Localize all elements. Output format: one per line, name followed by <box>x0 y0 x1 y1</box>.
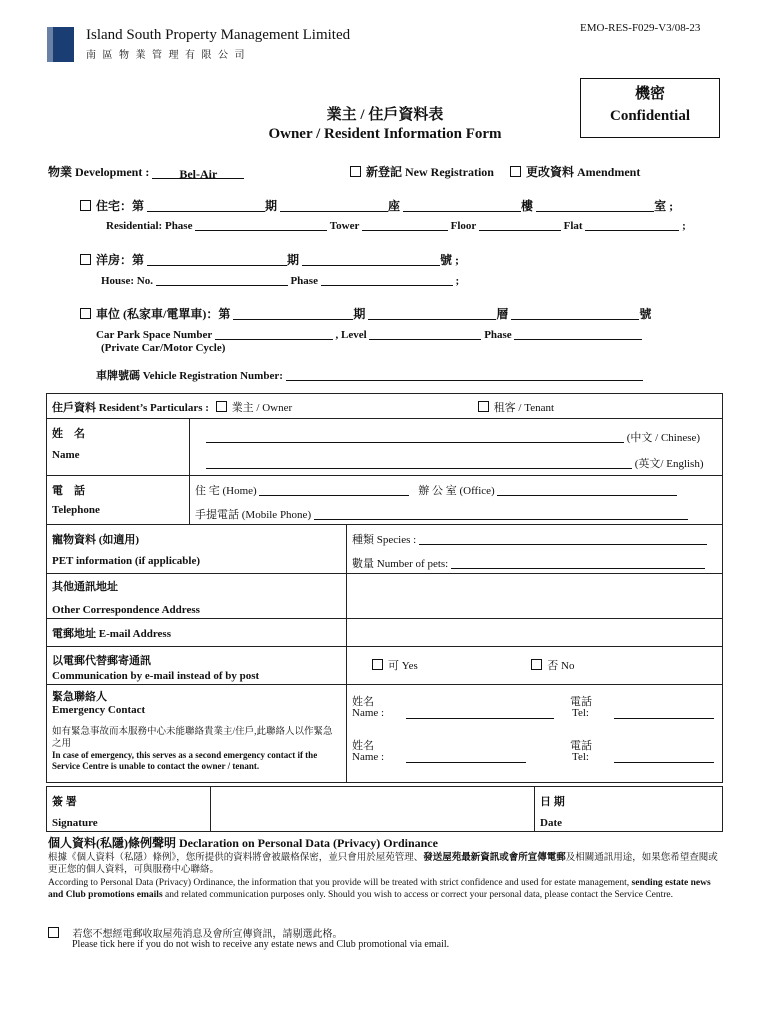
residential-zh-phase: 期 <box>265 199 278 213</box>
correspondence-label-cell <box>47 574 347 619</box>
pet-input-cell <box>347 525 723 574</box>
optout-zh: 若您不想經電郵收取屋苑消息及會所宣傳資訊，請剔選此格。 <box>72 929 343 940</box>
comm-yes-checkbox[interactable] <box>372 659 383 670</box>
residential-zh-flat: 室 ; <box>654 199 674 213</box>
correspondence-en-label: Other Correspondence Address <box>52 604 200 616</box>
residential-en-tower: Tower <box>329 220 360 232</box>
particulars-header-cell <box>47 394 723 419</box>
house-en-phase-line <box>321 274 453 286</box>
pet-number-field[interactable] <box>451 557 705 569</box>
ec2-name-field[interactable] <box>406 751 526 763</box>
date-zh-label: 日 期 <box>540 796 565 808</box>
species-field[interactable] <box>419 533 707 545</box>
privacy-zh-1: 根據《個人資料（私隱）條例》，您所提供的資料將會被嚴格保密，並只會用於屋苑管理、 <box>48 853 424 863</box>
optout-row <box>48 925 343 940</box>
company-name-zh: 南 區 物 業 管 理 有 限 公 司 <box>86 50 247 61</box>
residential-phase-field[interactable] <box>147 200 265 212</box>
confidential-zh: 機密 <box>634 86 665 102</box>
pet-label-cell <box>47 525 347 574</box>
resident-particulars-table <box>46 393 723 783</box>
residential-en-flat-line <box>585 219 679 231</box>
residential-floor-field[interactable] <box>403 200 521 212</box>
telephone-input-cell <box>190 476 723 525</box>
emergency-zh-label: 緊急聯絡人 <box>52 691 107 703</box>
tel-zh-label: 電 話 <box>52 485 85 497</box>
ec1-name-field[interactable] <box>406 707 554 719</box>
carpark-type: (Private Car/Motor Cycle) <box>101 342 226 354</box>
comm-label-cell <box>47 647 347 685</box>
carpark-en-level: , Level <box>335 329 367 341</box>
mobile-phone-field[interactable] <box>314 508 688 520</box>
house-en-phase: Phase <box>290 275 318 287</box>
particulars-label: 住戶資料 Resident’s Particulars : <box>52 402 209 414</box>
name-chinese-label: (中文 / Chinese) <box>626 432 701 444</box>
carpark-en-level-line <box>369 328 481 340</box>
ec2-tel-zh: 電話 <box>570 740 592 752</box>
company-name-en: Island South Property Management Limited <box>86 27 351 43</box>
privacy-en-text <box>48 877 724 901</box>
development-label: 物業 Development : <box>48 165 150 179</box>
correspondence-input-cell[interactable] <box>347 574 723 619</box>
comm-no-checkbox[interactable] <box>531 659 542 670</box>
residential-flat-field[interactable] <box>536 200 654 212</box>
carpark-zh-phase: 期 <box>353 307 366 321</box>
emergency-input-cell <box>347 685 723 783</box>
residential-en-tower-line <box>362 219 448 231</box>
house-zh-no: 號 ; <box>440 253 460 267</box>
name-en-label: Name <box>52 449 80 461</box>
date-label-cell <box>535 787 723 832</box>
residential-en-end: ; <box>682 220 686 232</box>
pet-number-label: 數量 Number of pets: <box>352 558 449 570</box>
owner-checkbox[interactable] <box>216 401 227 412</box>
correspondence-zh-label: 其他通訊地址 <box>52 581 118 593</box>
signature-zh-label: 簽 署 <box>52 796 77 808</box>
privacy-zh-bold: 發送屋苑最新資訊或會所宣傳電郵 <box>423 853 566 863</box>
vehicle-reg-field[interactable] <box>286 369 643 381</box>
name-zh-label: 姓 名 <box>52 428 85 440</box>
optout-en: Please tick here if you do not wish to receive any estate news and Club promotional via email. <box>72 939 450 950</box>
residential-en-floor: Floor <box>450 220 477 232</box>
tenant-checkbox[interactable] <box>478 401 489 412</box>
email-label: 電郵地址 E-mail Address <box>52 628 171 640</box>
comm-choice-cell <box>347 647 723 685</box>
home-label: 住 宅 (Home) <box>195 485 257 497</box>
residential-en-floor-line <box>479 219 561 231</box>
privacy-zh-text <box>48 852 724 876</box>
vehicle-reg-label: 車牌號碼 Vehicle Registration Number: <box>96 370 283 382</box>
new-registration-label: 新登記 New Registration <box>366 165 494 179</box>
ec1-name-en: Name : <box>352 707 385 719</box>
amendment-checkbox[interactable] <box>510 166 521 177</box>
development-value-field[interactable] <box>152 167 244 179</box>
comm-zh-label: 以電郵代替郵寄通訊 <box>52 655 151 667</box>
name-chinese-field[interactable] <box>206 431 624 443</box>
emergency-label-cell <box>47 685 347 783</box>
signature-label-cell <box>47 787 211 832</box>
name-input-cell <box>190 419 723 476</box>
house-zh-label: 洋房：第 <box>96 253 145 267</box>
residential-zh-row <box>80 197 673 214</box>
house-checkbox[interactable] <box>80 254 91 265</box>
comm-no-label: 否 No <box>547 660 575 672</box>
privacy-en-bold: sending estate news and Club promotions emails <box>48 878 711 900</box>
form-code: EMO-RES-F029-V3/08-23 <box>580 22 701 34</box>
vehicle-reg-row <box>96 367 643 383</box>
carpark-no-field[interactable] <box>511 308 639 320</box>
house-zh-phase: 期 <box>287 253 300 267</box>
comm-yes-label: 可 Yes <box>388 660 418 672</box>
carpark-zh-no: 號 <box>639 307 652 321</box>
optout-checkbox[interactable] <box>48 927 59 938</box>
privacy-zh-2: 及相關通訊用途，如果您希望查閱或更正您的個人資料，可與服務中心聯絡。 <box>48 853 718 875</box>
name-english-field[interactable] <box>206 457 632 469</box>
carpark-checkbox[interactable] <box>80 308 91 319</box>
ec2-tel-en: Tel: <box>572 751 589 763</box>
pet-en-label: PET information (if applicable) <box>52 555 200 567</box>
residential-en-phase: Residential: Phase <box>106 220 193 232</box>
emergency-en-label: Emergency Contact <box>52 704 146 716</box>
confidential-en: Confidential <box>609 108 690 124</box>
ec1-name-zh: 姓名 <box>352 696 374 708</box>
house-en-row <box>101 274 459 287</box>
house-en-no: House: No. <box>101 275 153 287</box>
new-registration-checkbox[interactable] <box>350 166 361 177</box>
title-zh: 業主 / 住戶資料表 <box>326 107 444 123</box>
tenant-label: 租客 / Tenant <box>493 402 555 414</box>
email-label-cell <box>47 619 347 647</box>
residential-zh-label: 住宅：第 <box>96 199 145 213</box>
residential-zh-floor: 樓 <box>521 199 534 213</box>
house-phase-field[interactable] <box>147 254 287 266</box>
residential-checkbox[interactable] <box>80 200 91 211</box>
residential-en-flat: Flat <box>563 220 583 232</box>
ec2-tel-field[interactable] <box>614 751 714 763</box>
pet-zh-label: 寵物資料 (如適用) <box>52 534 140 546</box>
ec2-name-en: Name : <box>352 751 385 763</box>
carpark-zh-level: 層 <box>496 307 509 321</box>
signature-table <box>46 786 723 832</box>
development-value: Bel-Air <box>179 167 218 181</box>
owner-label: 業主 / Owner <box>231 402 293 414</box>
carpark-phase-field[interactable] <box>233 308 353 320</box>
residential-zh-tower: 座 <box>388 199 401 213</box>
residential-en-row <box>106 219 686 232</box>
residential-tower-field[interactable] <box>280 200 388 212</box>
ec1-tel-field[interactable] <box>614 707 714 719</box>
carpark-en-phase-line <box>514 328 642 340</box>
telephone-label-cell <box>47 476 190 525</box>
name-label-cell <box>47 419 190 476</box>
office-phone-field[interactable] <box>497 484 677 496</box>
privacy-en-2: and related communication purposes only. Should you wish to access or correct your personal data, please contact the Service Centre. <box>162 890 674 900</box>
company-logo <box>47 27 74 62</box>
date-en-label: Date <box>540 817 562 829</box>
home-phone-field[interactable] <box>259 484 409 496</box>
office-label: 辦 公 室 (Office) <box>418 485 495 497</box>
privacy-en-1: According to Personal Data (Privacy) Ordinance, the information that you provide will be treated with strict confidence and used for estate management, <box>48 878 630 888</box>
privacy-title: 個人資料(私隱)條例聲明 Declaration on Personal Data (Privacy) Ordinance <box>48 836 438 850</box>
ec2-name-zh: 姓名 <box>352 740 374 752</box>
comm-en-label: Communication by e-mail instead of by post <box>52 670 260 682</box>
ec1-tel-en: Tel: <box>572 707 589 719</box>
signature-input-cell[interactable] <box>211 787 535 832</box>
house-en-no-line <box>156 274 288 286</box>
species-label: 種類 Species : <box>352 534 417 546</box>
carpark-level-field[interactable] <box>368 308 496 320</box>
emergency-note-zh: 如有緊急事故而本服務中心未能聯絡貴業主/住戶,此聯絡人以作緊急之用 <box>52 727 333 749</box>
amendment-label: 更改資料 Amendment <box>525 165 641 179</box>
emergency-note-en: In case of emergency, this serves as a second emergency contact if the Service Centre is unable to contact the owner / tenant. <box>52 750 318 771</box>
residential-en-phase-line <box>195 219 327 231</box>
carpark-zh-row <box>80 305 651 322</box>
name-english-label: (英文/ English) <box>634 458 704 470</box>
registration-options <box>350 163 640 180</box>
carpark-zh-label: 車位 (私家車/電單車)：第 <box>96 307 231 321</box>
carpark-en-space: Car Park Space Number <box>96 329 213 341</box>
development-row <box>48 163 244 180</box>
email-input-cell[interactable] <box>347 619 723 647</box>
mobile-label: 手提電話 (Mobile Phone) <box>195 509 312 521</box>
house-en-end: ; <box>455 275 460 287</box>
carpark-en-row <box>96 328 642 341</box>
signature-en-label: Signature <box>52 817 98 829</box>
ec1-tel-zh: 電話 <box>570 696 592 708</box>
title-en: Owner / Resident Information Form <box>268 126 502 142</box>
house-no-field[interactable] <box>302 254 440 266</box>
carpark-en-phase: Phase <box>484 329 512 341</box>
house-zh-row <box>80 251 459 268</box>
tel-en-label: Telephone <box>52 504 100 516</box>
carpark-en-space-line <box>215 328 333 340</box>
